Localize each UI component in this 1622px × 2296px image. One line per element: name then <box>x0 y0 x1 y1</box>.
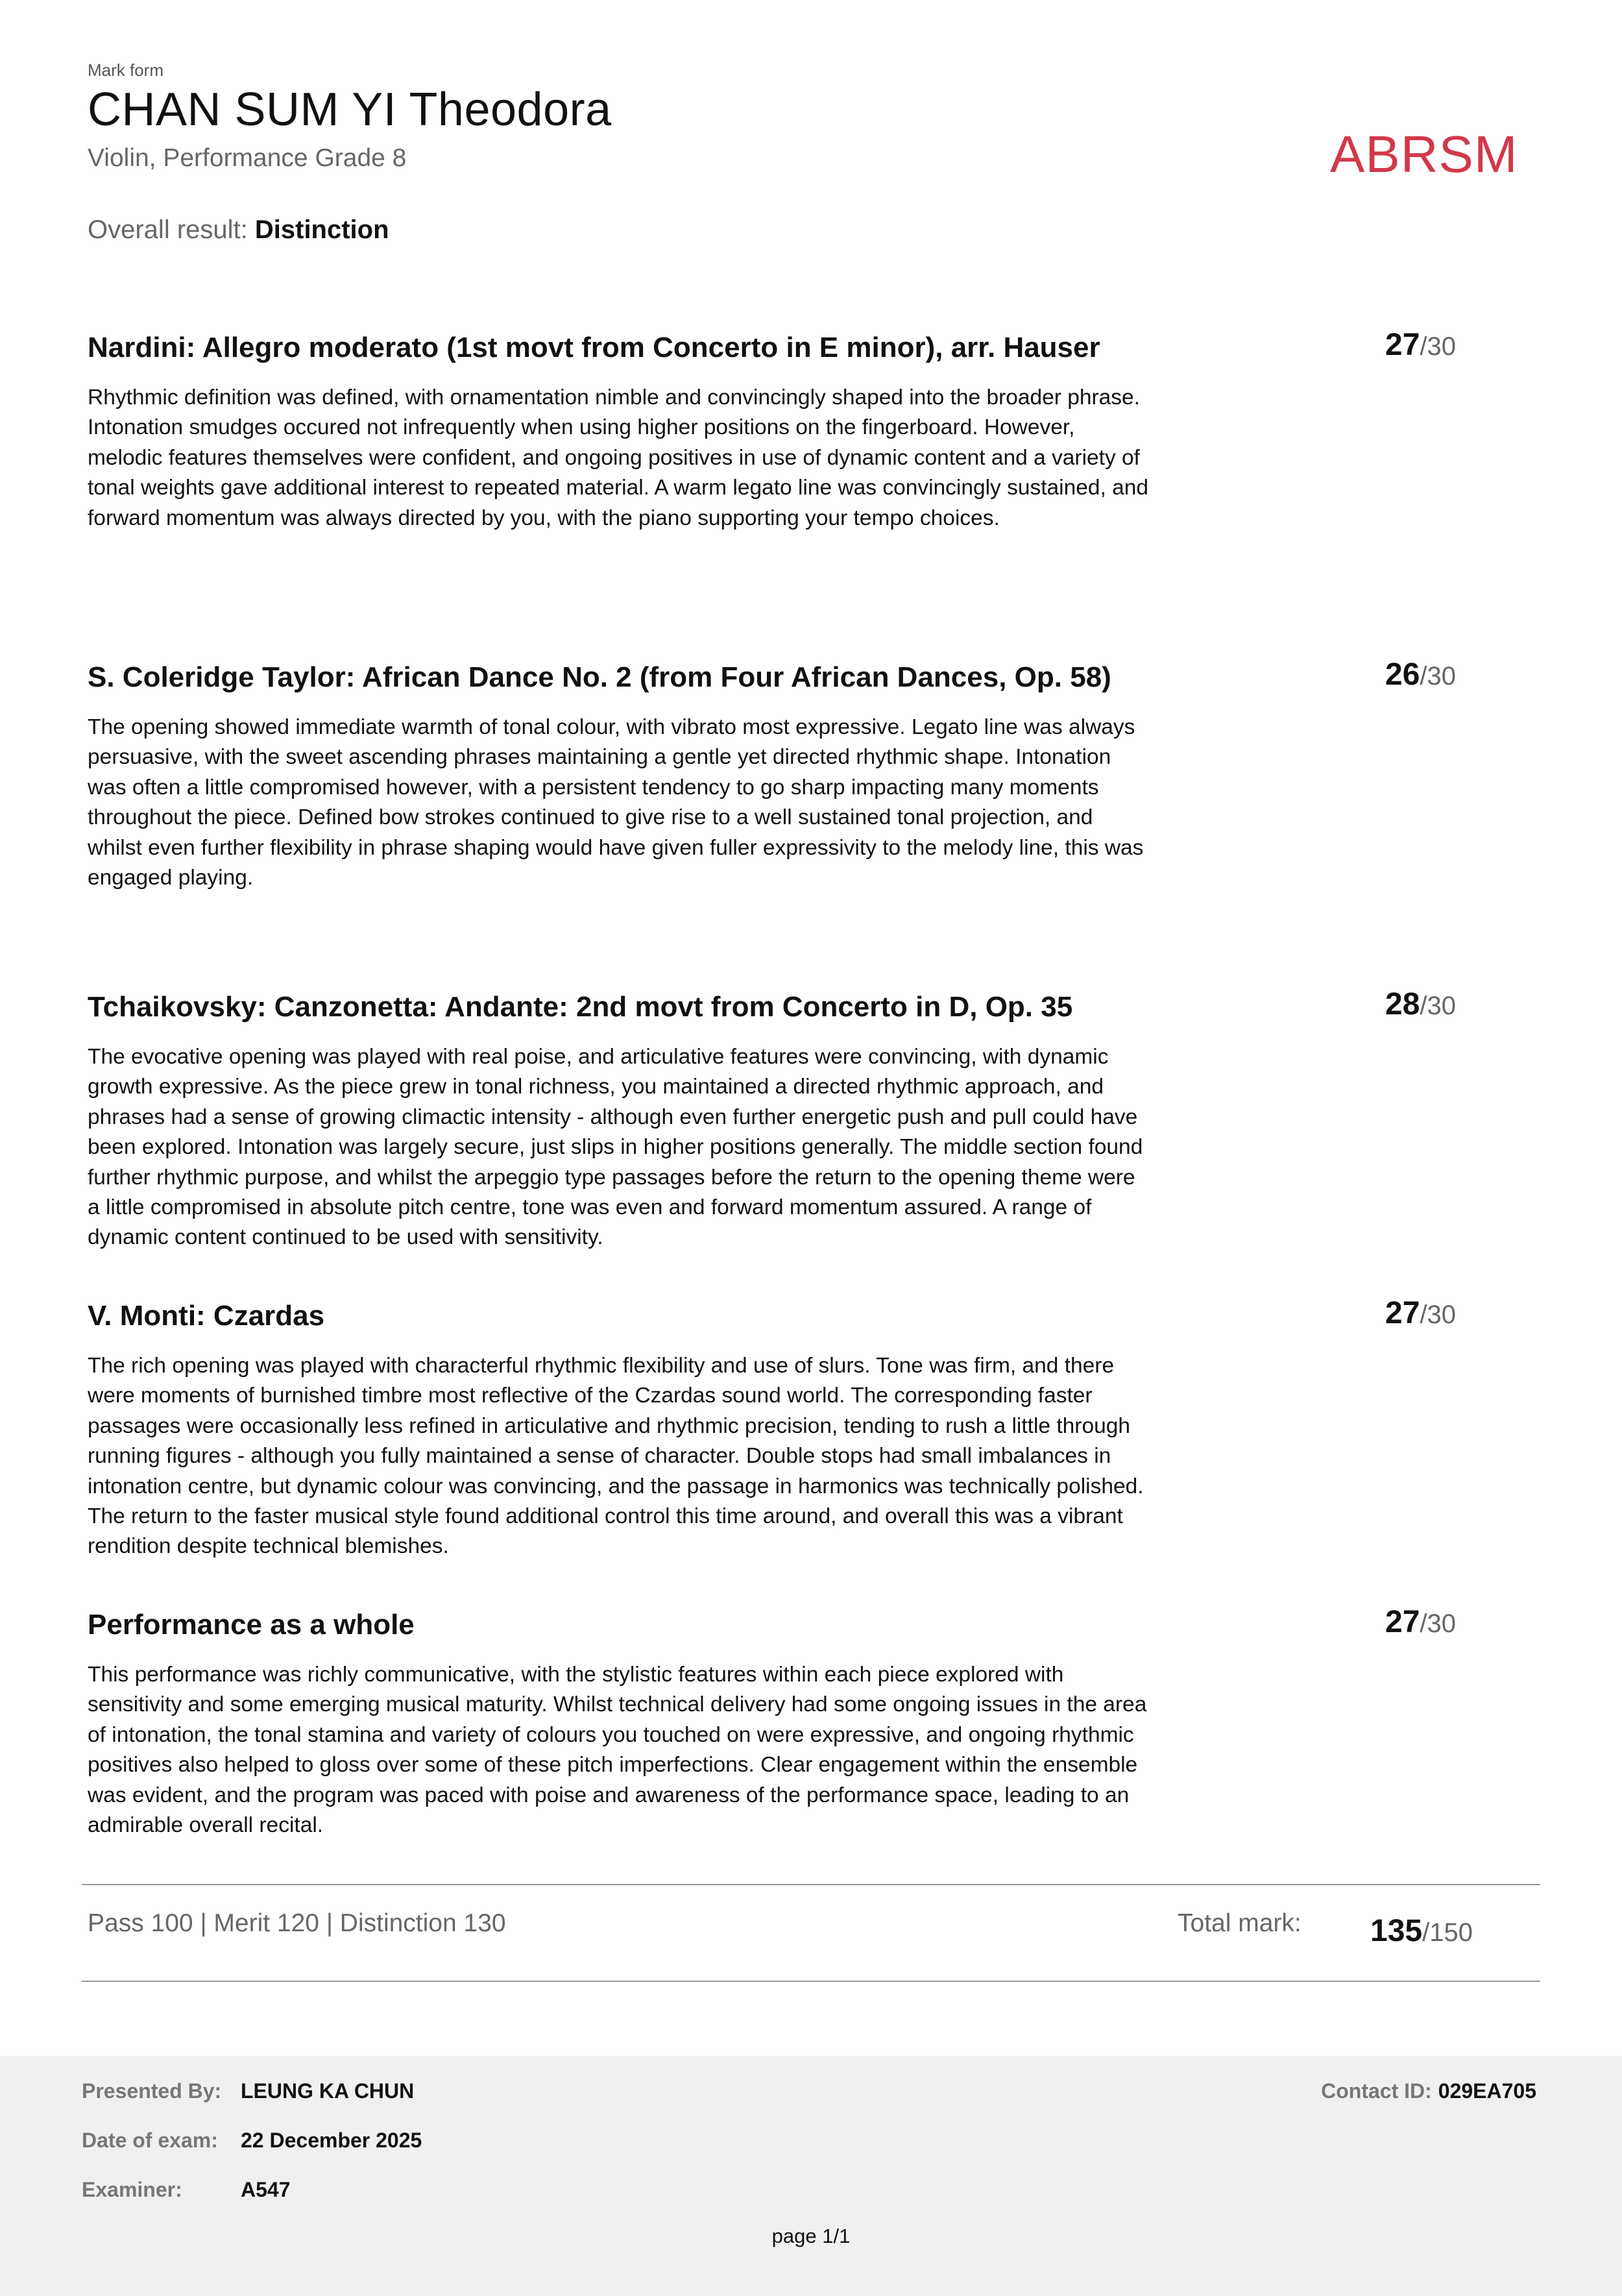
examiner-comment: Rhythmic definition was defined, with ornamentation nimble and convincingly shaped into the broader phrase. Intonation smudges occured not infrequently when using higher positions on the fingerboard. However, melodic features themselves were confident, and ongoing positives in use of dynamic content and a variety of tonal weights gave additional interest to repeated material. A warm legato line was convincingly sustained, and forward momentum was always directed by you, with the piano supporting your tempo choices. <box>88 385 1149 530</box>
mark-out-of: /30 <box>1420 332 1456 361</box>
abrsm-logo: ABRSM <box>1330 125 1518 183</box>
total-mark <box>1370 1913 1473 1949</box>
total-mark-label: Total mark: <box>1178 1909 1301 1937</box>
assessment-section-1 <box>88 322 1515 533</box>
exam-date-value: 22 December 2025 <box>241 2129 422 2152</box>
mark-out-of: /30 <box>1420 662 1456 690</box>
mark-value: 27 <box>1385 1605 1420 1639</box>
assessment-section-2 <box>88 652 1515 893</box>
overall-result-value: Distinction <box>254 215 389 244</box>
exam-date-label: Date of exam: <box>82 2129 218 2152</box>
mark-out-of: /30 <box>1420 992 1456 1020</box>
presented-by-value: LEUNG KA CHUN <box>241 2079 415 2103</box>
piece-mark <box>1385 327 1456 363</box>
examiner-value: A547 <box>241 2178 291 2201</box>
total-mark-value: 135 <box>1370 1914 1423 1948</box>
piece-title: Nardini: Allegro moderato (1st movt from Concerto in E minor), arr. Hauser <box>88 332 1100 363</box>
examiner-label: Examiner: <box>82 2178 182 2201</box>
assessment-section-3 <box>88 981 1515 1253</box>
subject-grade: Violin, Performance Grade 8 <box>88 144 407 172</box>
piece-mark <box>1385 1604 1456 1640</box>
page-number: page 1/1 <box>771 2225 851 2247</box>
presented-by-row <box>82 2079 414 2103</box>
piece-title: S. Coleridge Taylor: African Dance No. 2 (from Four African Dances, Op. 58) <box>88 661 1111 693</box>
total-mark-out-of: /150 <box>1422 1918 1473 1947</box>
exam-date-row <box>82 2129 422 2153</box>
piece-mark <box>1385 986 1456 1022</box>
assessment-section-5 <box>88 1599 1515 1840</box>
contact-id-value: 029EA705 <box>1438 2079 1536 2103</box>
mark-out-of: /30 <box>1420 1301 1456 1329</box>
divider <box>82 1884 1540 1885</box>
contact-id <box>1321 2079 1536 2103</box>
examiner-comment: The opening showed immediate warmth of tonal colour, with vibrato most expressive. Legato line was always persuasive, with the sweet ascending phrases maintaining a gentle yet directed rhythmic shape. Intonation was often a little compromised however, with a persistent tendency to go sharp impacting many moments throughout the piece. Defined bow strokes continued to give rise to a well sustained tonal projection, and whilst even further flexibility in phrase shaping would have given fuller expressivity to the melody line, this was engaged playing. <box>88 715 1144 890</box>
piece-mark <box>1385 1295 1456 1331</box>
mark-value: 28 <box>1385 987 1420 1021</box>
piece-title: Tchaikovsky: Canzonetta: Andante: 2nd movt from Concerto in D, Op. 35 <box>88 991 1073 1023</box>
divider <box>82 1981 1540 1982</box>
examiner-comment: The rich opening was played with characterful rhythmic flexibility and use of slurs. Tone was firm, and there were moments of burnished timbre most reflective of the Czardas sound world. The corresponding faster passages were occasionally less refined in articulative and rhythmic precision, tending to rush a little through running figures - although you fully maintained a sense of character. Double stops had small imbalances in intonation centre, but dynamic colour was convincing, and the passage in harmonics was technically polished. The return to the faster musical style found additional control this time around, and overall this was a vibrant rendition despite technical blemishes. <box>88 1354 1144 1559</box>
piece-mark <box>1385 657 1456 692</box>
mark-value: 27 <box>1385 1296 1420 1330</box>
overall-result <box>88 215 389 245</box>
examiner-comment: This performance was richly communicative, with the stylistic features within each piece explored with sensitivity and some emerging musical maturity. Whilst technical delivery had some ongoing issues in the area of intonation, the tonal stamina and variety of colours you touched on were expressive, and ongoing rhythmic positives also helped to gloss over some of these pitch imperfections. Clear engagement within the ensemble was evident, and the program was paced with poise and awareness of the performance space, leading to an admirable overall recital. <box>88 1663 1147 1838</box>
mark-out-of: /30 <box>1420 1609 1456 1638</box>
examiner-comment: The evocative opening was played with real poise, and articulative features were convincing, with dynamic growth expressive. As the piece grew in tonal richness, you maintained a directed rhythmic approach, and phrases had a sense of growing climactic intensity - although even further energetic push and pull could have been explored. Intonation was largely secure, just slips in higher positions generally. The middle section found further rhythmic purpose, and whilst the arpeggio type passages before the return to the opening theme were a little compromised in absolute pitch centre, tone was even and forward momentum assured. A range of dynamic content continued to be used with sensitivity. <box>88 1045 1143 1250</box>
grade-boundaries: Pass 100 | Merit 120 | Distinction 130 <box>88 1909 506 1937</box>
form-label: Mark form <box>88 60 163 80</box>
assessment-section-4 <box>88 1290 1515 1562</box>
candidate-name: CHAN SUM YI Theodora <box>88 84 612 136</box>
examiner-row <box>82 2178 291 2202</box>
piece-title: V. Monti: Czardas <box>88 1300 325 1332</box>
mark-value: 27 <box>1385 328 1420 362</box>
mark-value: 26 <box>1385 657 1420 692</box>
contact-id-label: Contact ID: <box>1321 2079 1432 2103</box>
overall-result-label: Overall result: <box>88 215 248 244</box>
presented-by-label: Presented By: <box>82 2079 222 2103</box>
piece-title: Performance as a whole <box>88 1609 415 1641</box>
